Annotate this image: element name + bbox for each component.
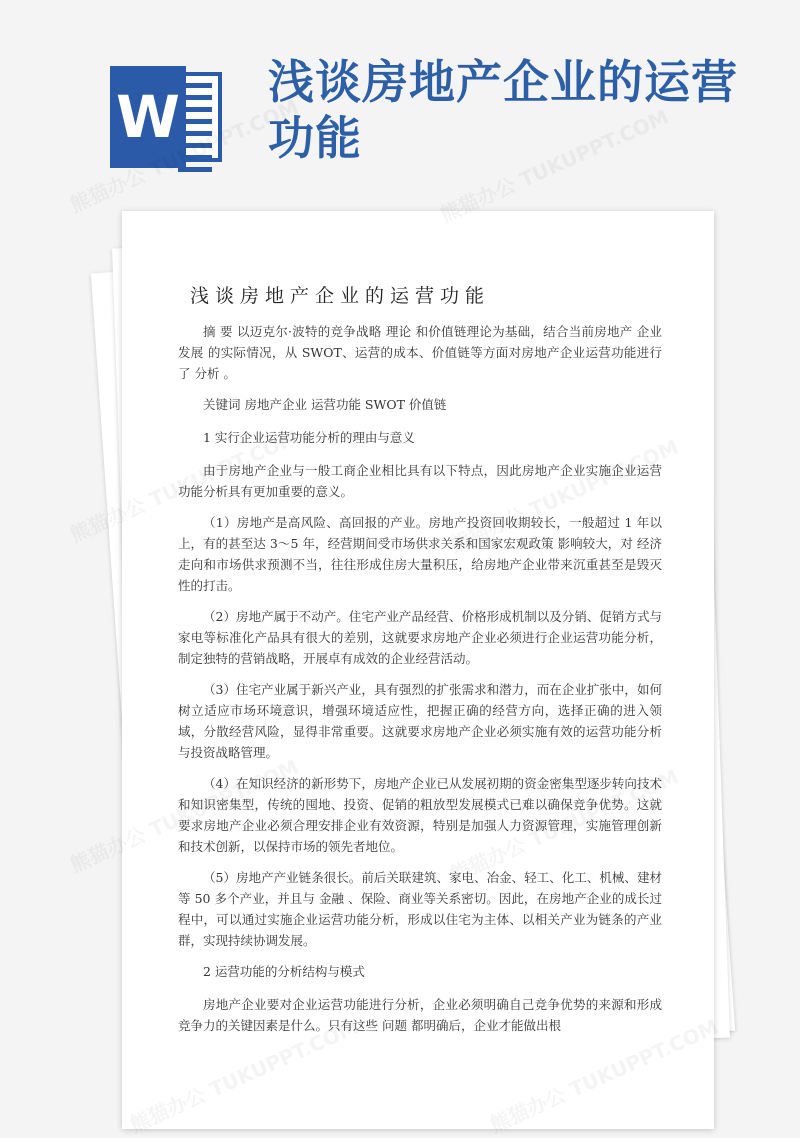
word-document-icon (110, 66, 226, 168)
word-letter-badge: W (110, 66, 186, 168)
document-title: 浅谈房地产企业的运营功能 (190, 285, 491, 307)
body-paragraph: （3）住宅产业属于新兴产业，具有强烈的扩张需求和潜力，而在企业扩张中，如何树立适应市场环境意识，增强环境适应性，把握正确的经营方向，选择正确的进入领域，分散经营风险，显得非常重要。这就要求房地产企业必须实施有效的运营功能分析与投资战略管理。 (178, 682, 662, 760)
document-page (122, 211, 714, 1129)
abstract-paragraph: 摘 要 以迈克尔·波特的竞争战略 理论 和价值链理论为基础，结合当前房地产 企业 发展 的实际情况，从 SWOT、运营的成本、价值链等方面对房地产企业运营功能进行了 分析 。 (178, 324, 662, 381)
body-paragraph: （1）房地产是高风险、高回报的产业。房地产投资回收期较长，一般超过 1 年以上，有的甚至达 3～5 年，经营期间受市场供求关系和国家宏观政策 影响较大，对 经济 走向和市场供求预测不当，往往形成住房大量积压，给房地产企业带来沉重甚至是毁灭性的打击。 (178, 515, 662, 593)
keywords-paragraph: 关键词 房地产企业 运营功能 SWOT 价值链 (203, 397, 447, 412)
body-paragraph: （4）在知识经济的新形势下，房地产企业已从发展初期的资金密集型逐步转向技术和知识密集型，传统的囤地、投资、促销的粗放型发展模式已难以确保竞争优势。这就要求房地产企业必须合理安排企业有效资源，特别是加强人力资源管理，实施管理创新和技术创新，以保持市场的领先者地位。 (178, 776, 662, 854)
body-paragraph: （2）房地产属于不动产。住宅产业产品经营、价格形成机制以及分销、促销方式与家电等标准化产品具有很大的差别，这就要求房地产企业必须进行企业运营功能分析，制定独特的营销战略，开展卓有成效的企业经营活动。 (178, 609, 662, 666)
section-heading: 2 运营功能的分析结构与模式 (203, 964, 365, 979)
header-title: 浅谈房地产企业的运营功能 (268, 55, 738, 165)
body-paragraph: （5）房地产产业链条很长。前后关联建筑、家电、冶金、轻工、化工、机械、建材等 50 多个产业，并且与 金融 、保险、商业等关系密切。因此，在房地产企业的成长过程中，可以通过实施企业运营功能分析，形成以住宅为主体、以相关产业为链条的产业群，实现持续协调发展。 (178, 870, 662, 948)
section-heading: 1 实行企业运营功能分析的理由与意义 (203, 430, 415, 445)
body-paragraph: 由于房地产企业与一般工商企业相比具有以下特点，因此房地产企业实施企业运营功能分析具有更加重要的意义。 (178, 463, 662, 499)
body-paragraph: 房地产企业要对企业运营功能进行分析，企业必须明确自己竞争优势的来源和形成竞争力的关键因素是什么。只有这些 问题 都明确后，企业才能做出根 (178, 997, 662, 1033)
document-body (178, 321, 662, 1046)
